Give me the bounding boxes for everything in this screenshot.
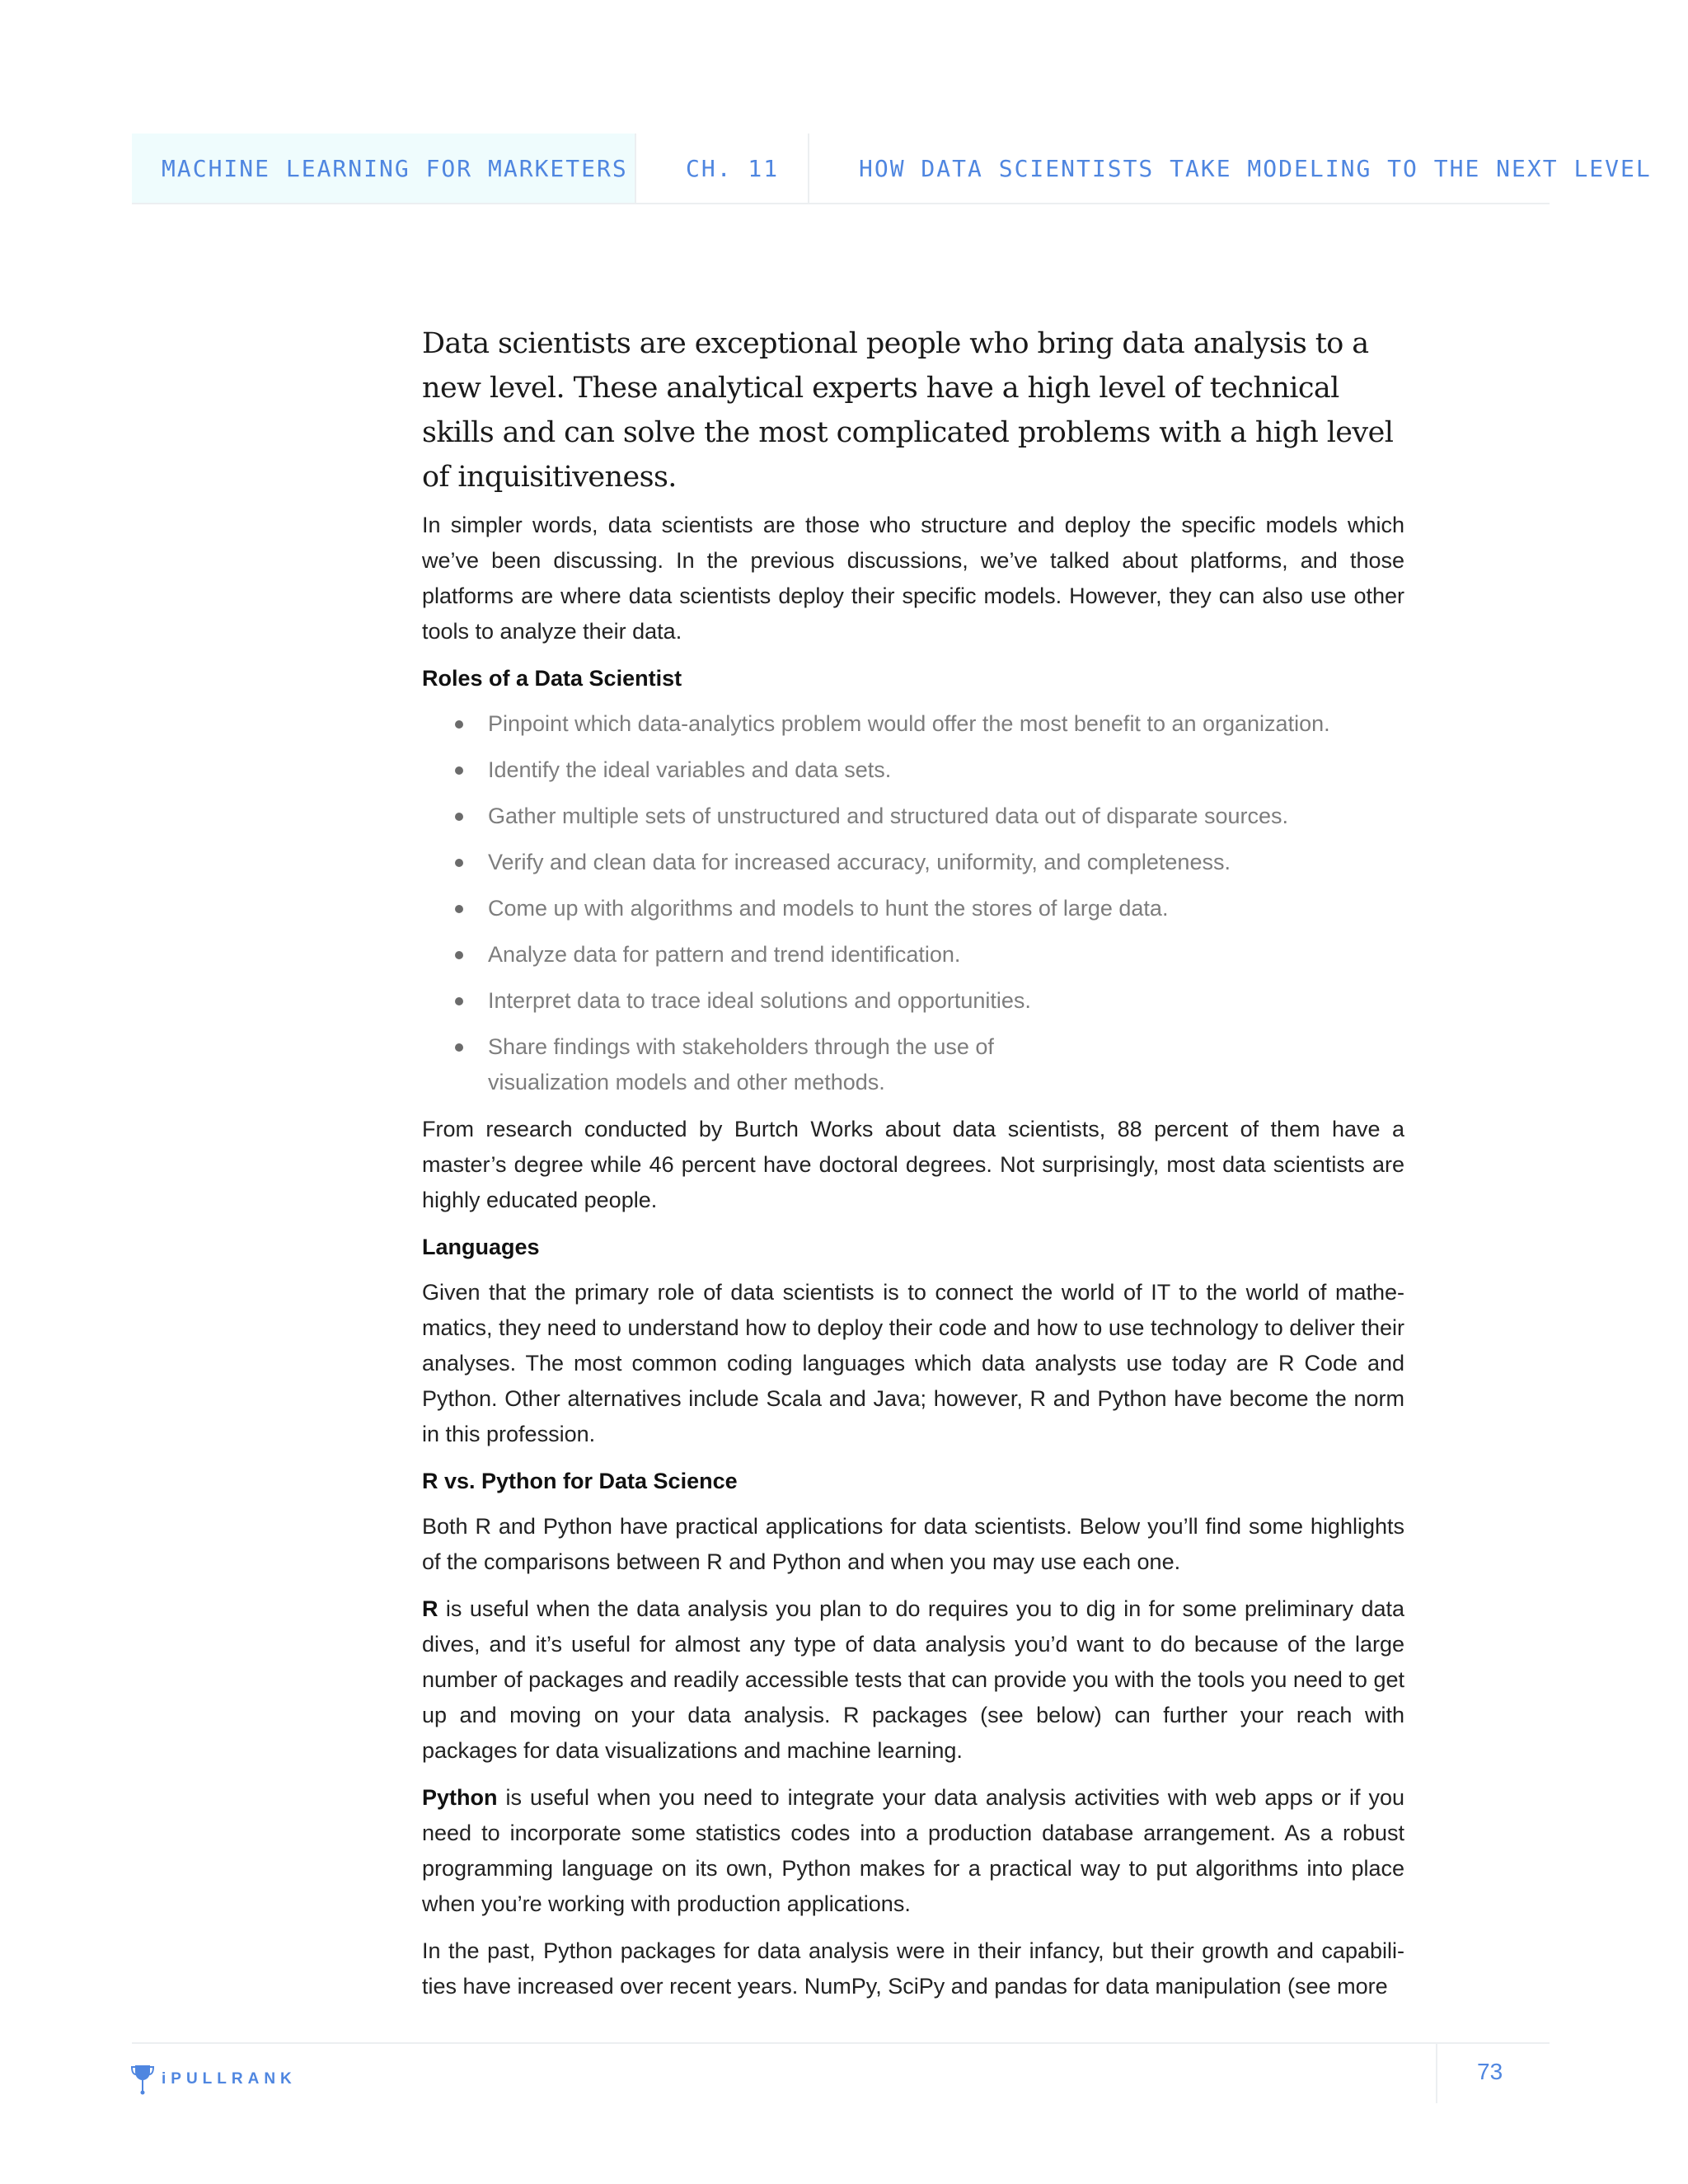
python-label: Python [422, 1785, 498, 1810]
r-paragraph: R is useful when the data analysis you plan to do requires you to dig in for some preliminary data dives, and it’s useful for almost any type of data analysis you’d want to do because of the large number of packages and readily accessible tests that can provide you with the tools you need to get up and moving on your data analysis. R packages (see below) can further your reach with packages for data visualizations and machine learning. [422, 1596, 1404, 1763]
r-label: R [422, 1596, 438, 1621]
list-item: Verify and clean data for increased accuracy, uniformity, and completeness. [422, 845, 1404, 880]
header-chapter-title: HOW DATA SCIENTISTS TAKE MODELING TO THE NEXT LEVEL [808, 134, 1550, 203]
running-header [132, 134, 1652, 204]
list-item: Come up with algorithms and models to hunt the stores of large data. [422, 891, 1404, 926]
list-item: Share findings with stakeholders through the use of visualization models and other methods. [422, 1029, 1404, 1100]
bullet-icon [455, 997, 463, 1005]
logo-text: iPULLRANK [162, 2070, 297, 2088]
bullet-icon [455, 720, 463, 729]
r-vs-python-paragraph: Both R and Python have practical applications for data scientists. Below you’ll find some highlights of the comparisons between R and Python and when you may use each one. [422, 1514, 1404, 1574]
list-item: Gather multiple sets of unstructured and structured data out of disparate sources. [422, 799, 1404, 834]
ipullrank-logo [130, 2064, 297, 2095]
bullet-icon [455, 813, 463, 821]
intro-paragraph: In simpler words, data scientists are those who structure and deploy the specific models which we’ve been discussing. In the previous discussions, we’ve talked about platforms, and those platforms are where data scientists deploy their specific models. However, they can also use other tools to analyze their data. [422, 513, 1404, 644]
past-paragraph: In the past, Python packages for data analysis were in their infancy, but their growth and capabilities have increased over recent years. NumPy, SciPy and pandas for data manipulation (see more [422, 1938, 1404, 1999]
bullet-icon [455, 951, 463, 959]
r-vs-python-heading: R vs. Python for Data Science [422, 1469, 738, 1493]
list-item: Identify the ideal variables and data sets. [422, 752, 1404, 788]
trophy-icon [130, 2064, 155, 2095]
page-number: 73 [1477, 2059, 1503, 2084]
bullet-icon [455, 766, 463, 775]
roles-heading: Roles of a Data Scientist [422, 666, 682, 691]
list-item: Pinpoint which data-analytics problem would offer the most benefit to an organization. [422, 706, 1404, 742]
python-paragraph: Python is useful when you need to integrate your data analysis activities with web apps or if you need to incorporate some statistics codes into a production database arrangement. As a robust programming language on its own, Python makes for a practical way to put algorithms into place when you’re working with production applications. [422, 1785, 1404, 1916]
footer-vertical-divider [1436, 2044, 1437, 2103]
research-paragraph: From research conducted by Burtch Works about data scientists, 88 percent of them have a master’s degree while 46 percent have doctoral degrees. Not surprisingly, most data scientists are highly educated people. [422, 1117, 1404, 1212]
list-item: Interpret data to trace ideal solutions and opportunities. [422, 983, 1404, 1019]
footer-divider-line [132, 2042, 1550, 2044]
lead-paragraph: Data scientists are exceptional people who bring data analysis to a new level. These analytical experts have a high level of technical skills and can solve the most complicated problems with a high level of inquisitiveness. [422, 327, 1394, 494]
page-content [422, 321, 1404, 2016]
bullet-icon [455, 905, 463, 913]
bullet-icon [455, 1043, 463, 1052]
bullet-icon [455, 859, 463, 867]
header-book-title: MACHINE LEARNING FOR MARKETERS [132, 134, 635, 203]
roles-list [422, 706, 1404, 1100]
languages-paragraph: Given that the primary role of data scientists is to connect the world of IT to the world of mathematics, they need to understand how to deploy their code and how to use technology to deliver their analyses. The most common coding languages which data analysts use today are R Code and Python. Other alternatives include Scala and Java; however, R and Python have become the norm in this profession. [422, 1280, 1404, 1446]
languages-heading: Languages [422, 1235, 540, 1259]
list-item: Analyze data for pattern and trend identification. [422, 937, 1404, 972]
header-chapter: CH. 11 [635, 134, 808, 203]
